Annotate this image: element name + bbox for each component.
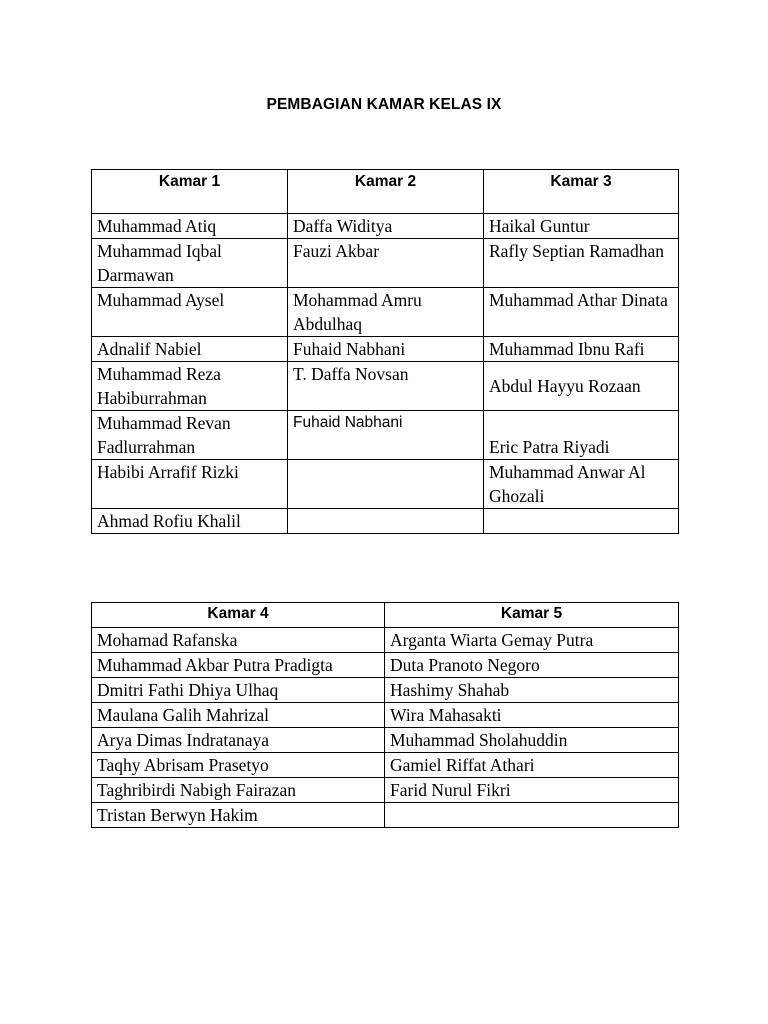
table-cell: [288, 460, 484, 509]
table-cell: Hashimy Shahab: [385, 678, 679, 703]
column-header-kamar-3: Kamar 3: [484, 170, 679, 214]
table-row: [92, 214, 679, 239]
table-cell: [288, 509, 484, 534]
table-cell: Mohammad Amru Abdulhaq: [288, 288, 484, 337]
table-cell: Arya Dimas Indratanaya: [92, 728, 385, 753]
table-cell: [484, 509, 679, 534]
table-cell: Taghribirdi Nabigh Fairazan: [92, 778, 385, 803]
table-cell: Gamiel Riffat Athari: [385, 753, 679, 778]
table-cell: Haikal Guntur: [484, 214, 679, 239]
table-cell: Muhammad Sholahuddin: [385, 728, 679, 753]
table-row: [92, 362, 679, 411]
table-row: [92, 288, 679, 337]
table-cell: Muhammad Akbar Putra Pradigta: [92, 653, 385, 678]
column-header-kamar-1: Kamar 1: [92, 170, 288, 214]
table-cell: Eric Patra Riyadi: [484, 411, 679, 460]
table-cell: Taqhy Abrisam Prasetyo: [92, 753, 385, 778]
table-cell: Muhammad Iqbal Darmawan: [92, 239, 288, 288]
table-cell: Muhammad Reza Habiburrahman: [92, 362, 288, 411]
table-cell: Muhammad Revan Fadlurrahman: [92, 411, 288, 460]
table-row: [92, 703, 679, 728]
table-cell: Fauzi Akbar: [288, 239, 484, 288]
table-row: [92, 337, 679, 362]
table-cell: Farid Nurul Fikri: [385, 778, 679, 803]
table-cell: Daffa Widitya: [288, 214, 484, 239]
document-title: PEMBAGIAN KAMAR KELAS IX: [266, 96, 502, 113]
table-cell: Wira Mahasakti: [385, 703, 679, 728]
table-cell: Rafly Septian Ramadhan: [484, 239, 679, 288]
table-header-row: [92, 170, 679, 214]
table-cell: Arganta Wiarta Gemay Putra: [385, 628, 679, 653]
table-row: [92, 509, 679, 534]
table-cell: Muhammad Anwar Al Ghozali: [484, 460, 679, 509]
kamar-1-3-table: [91, 169, 679, 534]
kamar-4-5-table: [91, 602, 679, 828]
column-header-kamar-2: Kamar 2: [288, 170, 484, 214]
column-header-kamar-5: Kamar 5: [385, 603, 679, 628]
table-row: [92, 628, 679, 653]
table-row: [92, 653, 679, 678]
table-cell: Muhammad Atiq: [92, 214, 288, 239]
table-cell: Fuhaid Nabhani: [288, 411, 484, 460]
table-row: [92, 411, 679, 460]
table-cell: Dmitri Fathi Dhiya Ulhaq: [92, 678, 385, 703]
table-cell: Duta Pranoto Negoro: [385, 653, 679, 678]
table-cell: Maulana Galih Mahrizal: [92, 703, 385, 728]
table-row: [92, 678, 679, 703]
table-row: [92, 239, 679, 288]
table-row: [92, 778, 679, 803]
table-cell: Abdul Hayyu Rozaan: [484, 362, 679, 411]
table-cell: Muhammad Ibnu Rafi: [484, 337, 679, 362]
table-cell: Fuhaid Nabhani: [288, 337, 484, 362]
table-cell: Habibi Arrafif Rizki: [92, 460, 288, 509]
table-cell: Muhammad Aysel: [92, 288, 288, 337]
table-cell: Adnalif Nabiel: [92, 337, 288, 362]
column-header-kamar-4: Kamar 4: [92, 603, 385, 628]
table-row: [92, 753, 679, 778]
table-row: [92, 803, 679, 828]
table-cell: Tristan Berwyn Hakim: [92, 803, 385, 828]
table-cell: Muhammad Athar Dinata: [484, 288, 679, 337]
table-cell: [385, 803, 679, 828]
table-row: [92, 460, 679, 509]
table-cell: Mohamad Rafanska: [92, 628, 385, 653]
table-cell: Ahmad Rofiu Khalil: [92, 509, 288, 534]
table-row: [92, 728, 679, 753]
table-header-row: [92, 603, 679, 628]
table-cell: T. Daffa Novsan: [288, 362, 484, 411]
